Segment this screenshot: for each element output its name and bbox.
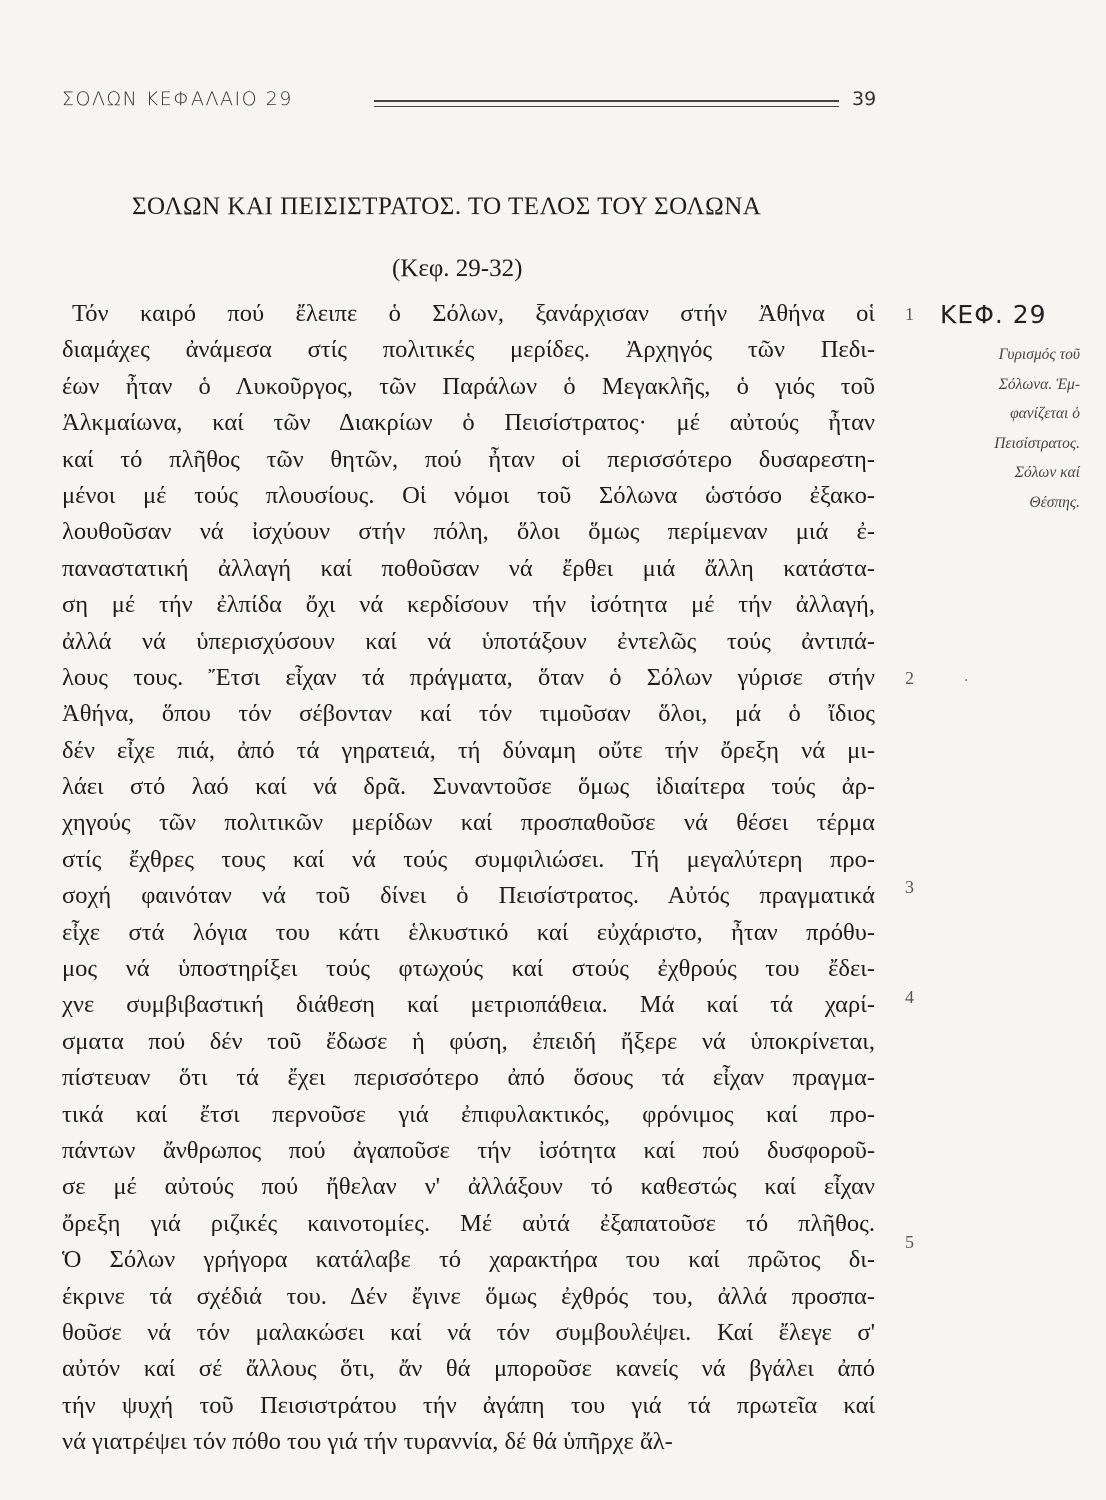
text-line: νά γιατρέψει τόν πόθο του γιά τήν τυραννία, δέ θά ὑπῆρχε ἄλ- (62, 1428, 673, 1456)
text-line: Ὁ Σόλων γρήγορα κατάλαβε τό χαρακτήρα του καί πρῶτος δι- (62, 1246, 875, 1274)
sidebar-note-line: Θέσπης. (1029, 493, 1080, 511)
body-text (62, 296, 875, 1461)
sidebar-note-line: φανίζεται ὁ (1010, 405, 1080, 422)
text-line: Ἀθήνα, ὅπου τόν σέβονταν καί τόν τιμοῦσαν ὅλοι, μά ὁ ἴδιος (62, 700, 875, 728)
text-line: χηγούς τῶν πολιτικῶν μερίδων καί προσπαθοῦσε νά θέσει τέρμα (62, 809, 875, 837)
text-line: στίς ἔχθρες τους καί νά τούς συμφιλιώσει. Τή μεγαλύτερη προ- (62, 845, 875, 873)
text-line: τήν ψυχή τοῦ Πεισιστράτου τήν ἀγάπη του γιά τά πρωτεῖα καί (62, 1391, 875, 1419)
margin-number: 3 (905, 877, 914, 897)
text-line: εἶχε στά λόγια του κάτι ἑλκυστικό καί εὐχάριστο, ἦταν πρόθυ- (62, 918, 875, 946)
header-rule (374, 100, 839, 107)
page-header (62, 88, 877, 118)
text-line: πάντων ἄνθρωπος πού ἀγαποῦσε τήν ἰσότητα καί πού δυσφοροῦ- (62, 1136, 875, 1164)
text-line: καί τό πλῆθος τῶν θητῶν, πού ἦταν οἱ περισσότερο δυσαρεστη- (62, 445, 875, 473)
text-line: ὄρεξη γιά ριζικές καινοτομίες. Μέ αὐτά ἐξαπατοῦσε τό πλῆθος. (62, 1209, 875, 1237)
text-line: μος νά ὑποστηρίξει τούς φτωχούς καί στούς ἐχθρούς του ἔδει- (62, 955, 875, 983)
text-line: έων ἦταν ὁ Λυκοῦργος, τῶν Παράλων ὁ Μεγακλῆς, ὁ γιός τοῦ (62, 372, 875, 400)
text-line: μένοι μέ τούς πλουσίους. Οἱ νόμοι τοῦ Σόλωνα ὡστόσο ἐξακο- (62, 481, 875, 509)
running-head: ΣΟΛΩΝ ΚΕΦΑΛΑΙΟ 29 (62, 88, 293, 110)
sidebar-note-line: Σόλων καί (1014, 464, 1080, 481)
margin-dot: · (964, 673, 969, 689)
text-line: δέν εἶχε πιά, ἀπό τά γηρατειά, τή δύναμη οὔτε τήν ὄρεξη νά μι- (62, 736, 875, 764)
sidebar-chapter-label: ΚΕΦ. 29 (940, 300, 1047, 329)
text-line: Ἀλκμαίωνα, καί τῶν Διακρίων ὁ Πεισίστρατος· μέ αὐτούς ἦταν (62, 409, 875, 437)
margin-number: 1 (905, 304, 914, 324)
text-line: αὐτόν καί σέ ἄλλους ὅτι, ἄν θά μποροῦσε κανείς νά βγάλει ἀπό (62, 1355, 875, 1383)
margin-number: 5 (905, 1232, 914, 1252)
sidebar-note-line: Σόλωνα. Ἐμ- (998, 375, 1080, 393)
text-line: λους τους. Ἔτσι εἶχαν τά πράγματα, ὅταν ὁ Σόλων γύρισε στήν (62, 663, 875, 691)
text-line: τικά καί ἔτσι περνοῦσε γιά ἐπιφυλακτικός, φρόνιμος καί προ- (62, 1100, 875, 1128)
text-line: πίστευαν ὅτι τά ἔχει περισσότερο ἀπό ὅσους τά εἶχαν πραγμα- (62, 1064, 875, 1092)
sidebar-note (930, 340, 1080, 517)
page-number: 39 (852, 88, 877, 110)
text-line: Τόν καιρό πού ἔλειπε ὁ Σόλων, ξανάρχισαν στήν Ἀθήνα οἱ (72, 300, 875, 327)
chapter-title: ΣΟΛΩΝ ΚΑΙ ΠΕΙΣΙΣΤΡΑΤΟΣ. ΤΟ ΤΕΛΟΣ ΤΟΥ ΣΟΛΩΝΑ (132, 193, 762, 220)
margin-number: 4 (905, 987, 914, 1007)
margin-number: 2 (905, 668, 914, 688)
text-line: χνε συμβιβαστική διάθεση καί μετριοπάθεια. Μά καί τά χαρί- (62, 991, 875, 1019)
text-line: ση μέ τήν ἐλπίδα ὄχι νά κερδίσουν τήν ἰσότητα μέ τήν ἀλλαγή, (62, 591, 875, 619)
sidebar-note-line: Γυρισμός τοῦ (998, 346, 1080, 363)
sidebar-note-line: Πεισίστρατος. (994, 434, 1080, 452)
text-line: σε μέ αὐτούς πού ἤθελαν ν' ἀλλάξουν τό καθεστώς καί εἶχαν (62, 1173, 875, 1201)
text-line: λάει στό λαό καί νά δρᾶ. Συναντοῦσε ὅμως ἰδιαίτερα τούς ἀρ- (62, 773, 875, 801)
text-line: θοῦσε νά τόν μαλακώσει καί νά τόν συμβουλέψει. Καί ἔλεγε σ' (62, 1318, 875, 1346)
chapter-range: (Κεφ. 29-32) (392, 255, 523, 282)
text-line: λουθοῦσαν νά ἰσχύουν στήν πόλη, ὅλοι ὅμως περίμεναν μιά ἐ- (62, 518, 875, 546)
text-line: διαμάχες ἀνάμεσα στίς πολιτικές μερίδες. Ἀρχηγός τῶν Πεδι- (62, 336, 875, 364)
text-line: παναστατική ἀλλαγή καί ποθοῦσαν νά ἔρθει μιά ἄλλη κατάστα- (62, 554, 875, 582)
text-line: σοχή φαινόταν νά τοῦ δίνει ὁ Πεισίστρατος. Αὐτός πραγματικά (62, 882, 875, 910)
text-line: έκρινε τά σχέδιά του. Δέν ἔγινε ὅμως ἐχθρός του, ἀλλά προσπα- (62, 1282, 875, 1310)
text-line: σματα πού δέν τοῦ ἔδωσε ἡ φύση, ἐπειδή ἤξερε νά ὑποκρίνεται, (62, 1027, 875, 1055)
text-line: ἀλλά νά ὑπερισχύσουν καί νά ὑποτάξουν ἐντελῶς τούς ἀντιπά- (62, 627, 875, 655)
